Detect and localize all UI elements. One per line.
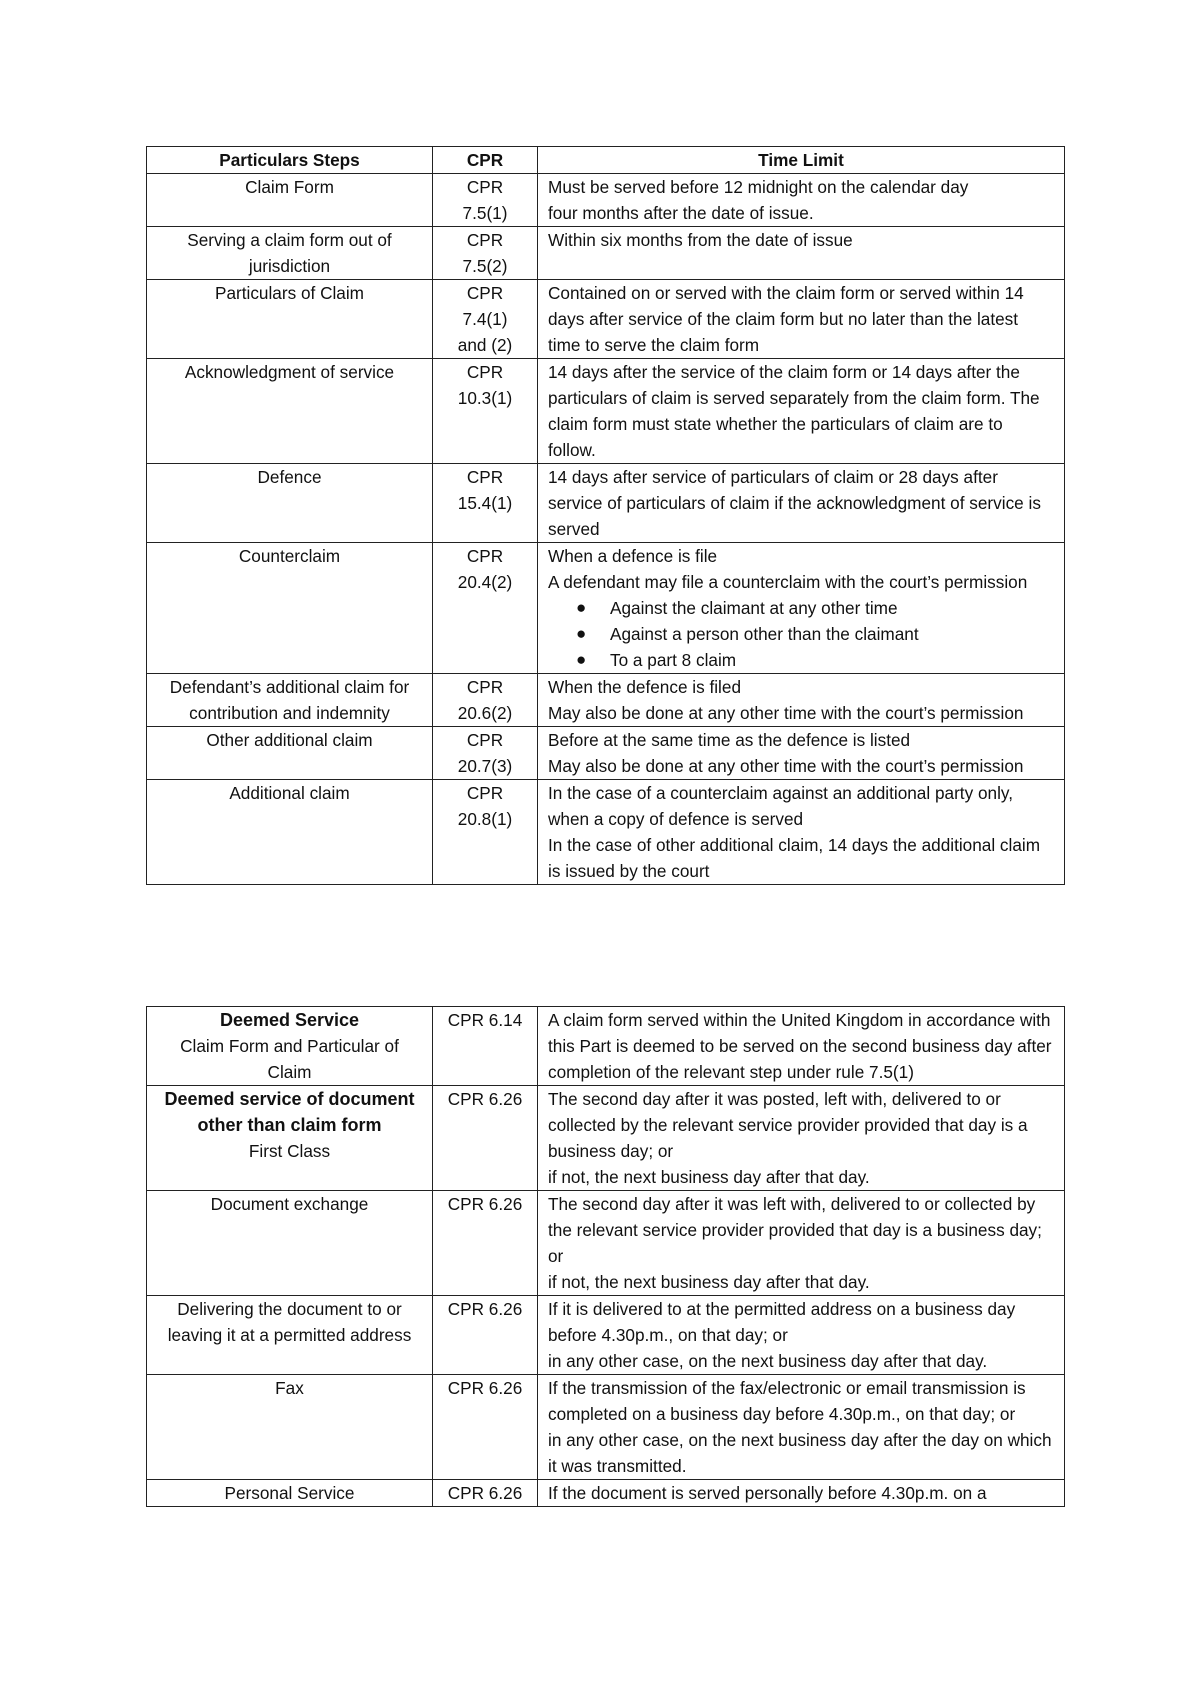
time-limit-cell [538, 1191, 1065, 1296]
time-limit-text: May also be done at any other time with the court’s permission [548, 756, 1024, 776]
time-limit-text: in any other case, on the next business day after the day on which it was transmitted. [548, 1430, 1052, 1476]
row-subheading: Claim Form and Particular of Claim [180, 1036, 399, 1082]
cpr-cell [433, 780, 538, 885]
time-limit-text: Before at the same time as the defence is listed [548, 730, 911, 750]
time-limit-text: If the document is served personally before 4.30p.m. on a [548, 1483, 987, 1503]
cpr-line: 7.4(1) [462, 309, 508, 329]
cpr-line: 20.8(1) [457, 809, 513, 829]
bullet-icon: ● [576, 624, 587, 643]
cpr-line: CPR [466, 467, 504, 487]
cpr-cell: CPR 6.26 [433, 1191, 538, 1296]
table-row [147, 227, 1065, 280]
time-limit-text: In the case of other additional claim, 14 days the additional claim is issued by the court [548, 835, 1041, 881]
cpr-cell: CPR 6.26 [433, 1480, 538, 1507]
step-cell: Counterclaim [147, 543, 433, 674]
time-limit-cell [538, 543, 1065, 674]
bullet-icon: ● [576, 598, 587, 617]
step-cell: Defence [147, 464, 433, 543]
time-limit-text: The second day after it was posted, left with, delivered to or collected by the relevant service provider provided that day is a business day; or [548, 1089, 1028, 1161]
table-row [147, 543, 1065, 674]
time-limit-cell [538, 1007, 1065, 1086]
time-limit-text: if not, the next business day after that day. [548, 1272, 870, 1292]
row-heading: Deemed service of document other than claim form [164, 1089, 415, 1135]
time-limit-text: A defendant may file a counterclaim with the court’s permission [548, 572, 1028, 592]
table-row [147, 1375, 1065, 1480]
table-row [147, 1086, 1065, 1191]
time-limit-text: 14 days after the service of the claim form or 14 days after the particulars of claim is served separately from the claim form. The claim form must state whether the particulars of claim are to follow. [548, 362, 1040, 460]
step-cell [147, 1007, 433, 1086]
cpr-line: CPR [466, 283, 504, 303]
header-cpr: CPR [433, 147, 538, 174]
time-limits-table [146, 146, 1065, 885]
cpr-line: 7.5(2) [462, 256, 508, 276]
bullet-item [576, 647, 1054, 673]
cpr-cell: CPR 6.14 [433, 1007, 538, 1086]
step-cell: Other additional claim [147, 727, 433, 780]
time-limit-text: When the defence is filed [548, 677, 741, 697]
time-limit-text: 14 days after service of particulars of claim or 28 days after service of particulars of claim if the acknowledgment of service is served [548, 467, 1041, 539]
bullet-list [548, 595, 1054, 673]
time-limit-text: May also be done at any other time with the court’s permission [548, 703, 1024, 723]
time-limit-text: A claim form served within the United Kingdom in accordance with this Part is deemed to be served on the second business day after completion of the relevant step under rule 7.5(1) [548, 1010, 1052, 1082]
table-row [147, 727, 1065, 780]
time-limit-text: In the case of a counterclaim against an additional party only, when a copy of defence is served [548, 783, 1013, 829]
time-limit-text: Must be served before 12 midnight on the calendar day [548, 177, 969, 197]
step-cell: Delivering the document to or leaving it at a permitted address [147, 1296, 433, 1375]
time-limit-cell [538, 227, 1065, 280]
cpr-cell: CPR 6.26 [433, 1296, 538, 1375]
cpr-cell [433, 280, 538, 359]
cpr-line: CPR [466, 677, 504, 697]
cpr-cell [433, 227, 538, 280]
cpr-cell: CPR 6.26 [433, 1086, 538, 1191]
time-limit-cell [538, 280, 1065, 359]
step-cell: Additional claim [147, 780, 433, 885]
table-header-row [147, 147, 1065, 174]
cpr-line: 10.3(1) [457, 388, 513, 408]
row-subheading: First Class [248, 1141, 331, 1161]
step-cell: Document exchange [147, 1191, 433, 1296]
time-limit-cell [538, 1296, 1065, 1375]
cpr-cell [433, 543, 538, 674]
time-limit-cell [538, 1086, 1065, 1191]
table-row [147, 1007, 1065, 1086]
cpr-cell [433, 464, 538, 543]
step-cell: Fax [147, 1375, 433, 1480]
cpr-line: 20.4(2) [457, 572, 513, 592]
time-limit-text: When a defence is file [548, 546, 718, 566]
cpr-cell [433, 174, 538, 227]
step-cell: Serving a claim form out of jurisdiction [147, 227, 433, 280]
cpr-cell: CPR 6.26 [433, 1375, 538, 1480]
time-limit-cell [538, 780, 1065, 885]
table-row [147, 464, 1065, 543]
time-limit-cell [538, 359, 1065, 464]
step-cell [147, 1086, 433, 1191]
table-row [147, 1191, 1065, 1296]
bullet-item [576, 621, 1054, 647]
table-row [147, 174, 1065, 227]
time-limit-cell [538, 674, 1065, 727]
time-limit-text: four months after the date of issue. [548, 203, 814, 223]
table-row [147, 1480, 1065, 1507]
time-limit-text: The second day after it was left with, delivered to or collected by the relevant service provider provided that day is a business day; or [548, 1194, 1042, 1266]
bullet-text: To a part 8 claim [610, 650, 737, 670]
cpr-cell [433, 674, 538, 727]
cpr-line: 20.7(3) [457, 756, 513, 776]
cpr-line: 20.6(2) [457, 703, 513, 723]
cpr-line: CPR [466, 177, 504, 197]
cpr-line: 15.4(1) [457, 493, 513, 513]
bullet-text: Against a person other than the claimant [610, 624, 919, 644]
time-limit-text: If it is delivered to at the permitted address on a business day before 4.30p.m., on that day; or [548, 1299, 1016, 1345]
header-time-limit: Time Limit [538, 147, 1065, 174]
cpr-line: CPR [466, 730, 504, 750]
time-limit-text: If the transmission of the fax/electronic or email transmission is completed on a business day before 4.30p.m., on that day; or [548, 1378, 1026, 1424]
table-row [147, 674, 1065, 727]
cpr-line: CPR [466, 362, 504, 382]
time-limit-text: Within six months from the date of issue [548, 230, 853, 250]
cpr-line: and (2) [457, 335, 513, 355]
bullet-icon: ● [576, 650, 587, 669]
step-cell: Defendant’s additional claim for contribution and indemnity [147, 674, 433, 727]
cpr-line: CPR [466, 230, 504, 250]
header-particulars-steps: Particulars Steps [147, 147, 433, 174]
bullet-item [576, 595, 1054, 621]
time-limit-text: Contained on or served with the claim form or served within 14 days after service of the claim form but no later than the latest time to serve the claim form [548, 283, 1024, 355]
time-limit-cell [538, 174, 1065, 227]
step-cell: Acknowledgment of service [147, 359, 433, 464]
time-limit-text: in any other case, on the next business day after that day. [548, 1351, 988, 1371]
table-row [147, 780, 1065, 885]
cpr-line: 7.5(1) [462, 203, 508, 223]
time-limit-cell [538, 1480, 1065, 1507]
time-limit-cell [538, 464, 1065, 543]
step-cell: Claim Form [147, 174, 433, 227]
bullet-text: Against the claimant at any other time [610, 598, 898, 618]
time-limit-cell [538, 1375, 1065, 1480]
deemed-service-table [146, 1006, 1065, 1507]
row-heading: Deemed Service [219, 1010, 360, 1030]
table-row [147, 359, 1065, 464]
cpr-line: CPR [466, 546, 504, 566]
cpr-cell [433, 727, 538, 780]
cpr-cell [433, 359, 538, 464]
cpr-line: CPR [466, 783, 504, 803]
table-row [147, 280, 1065, 359]
table-row [147, 1296, 1065, 1375]
step-cell: Particulars of Claim [147, 280, 433, 359]
time-limit-cell [538, 727, 1065, 780]
step-cell: Personal Service [147, 1480, 433, 1507]
time-limit-text: if not, the next business day after that day. [548, 1167, 870, 1187]
